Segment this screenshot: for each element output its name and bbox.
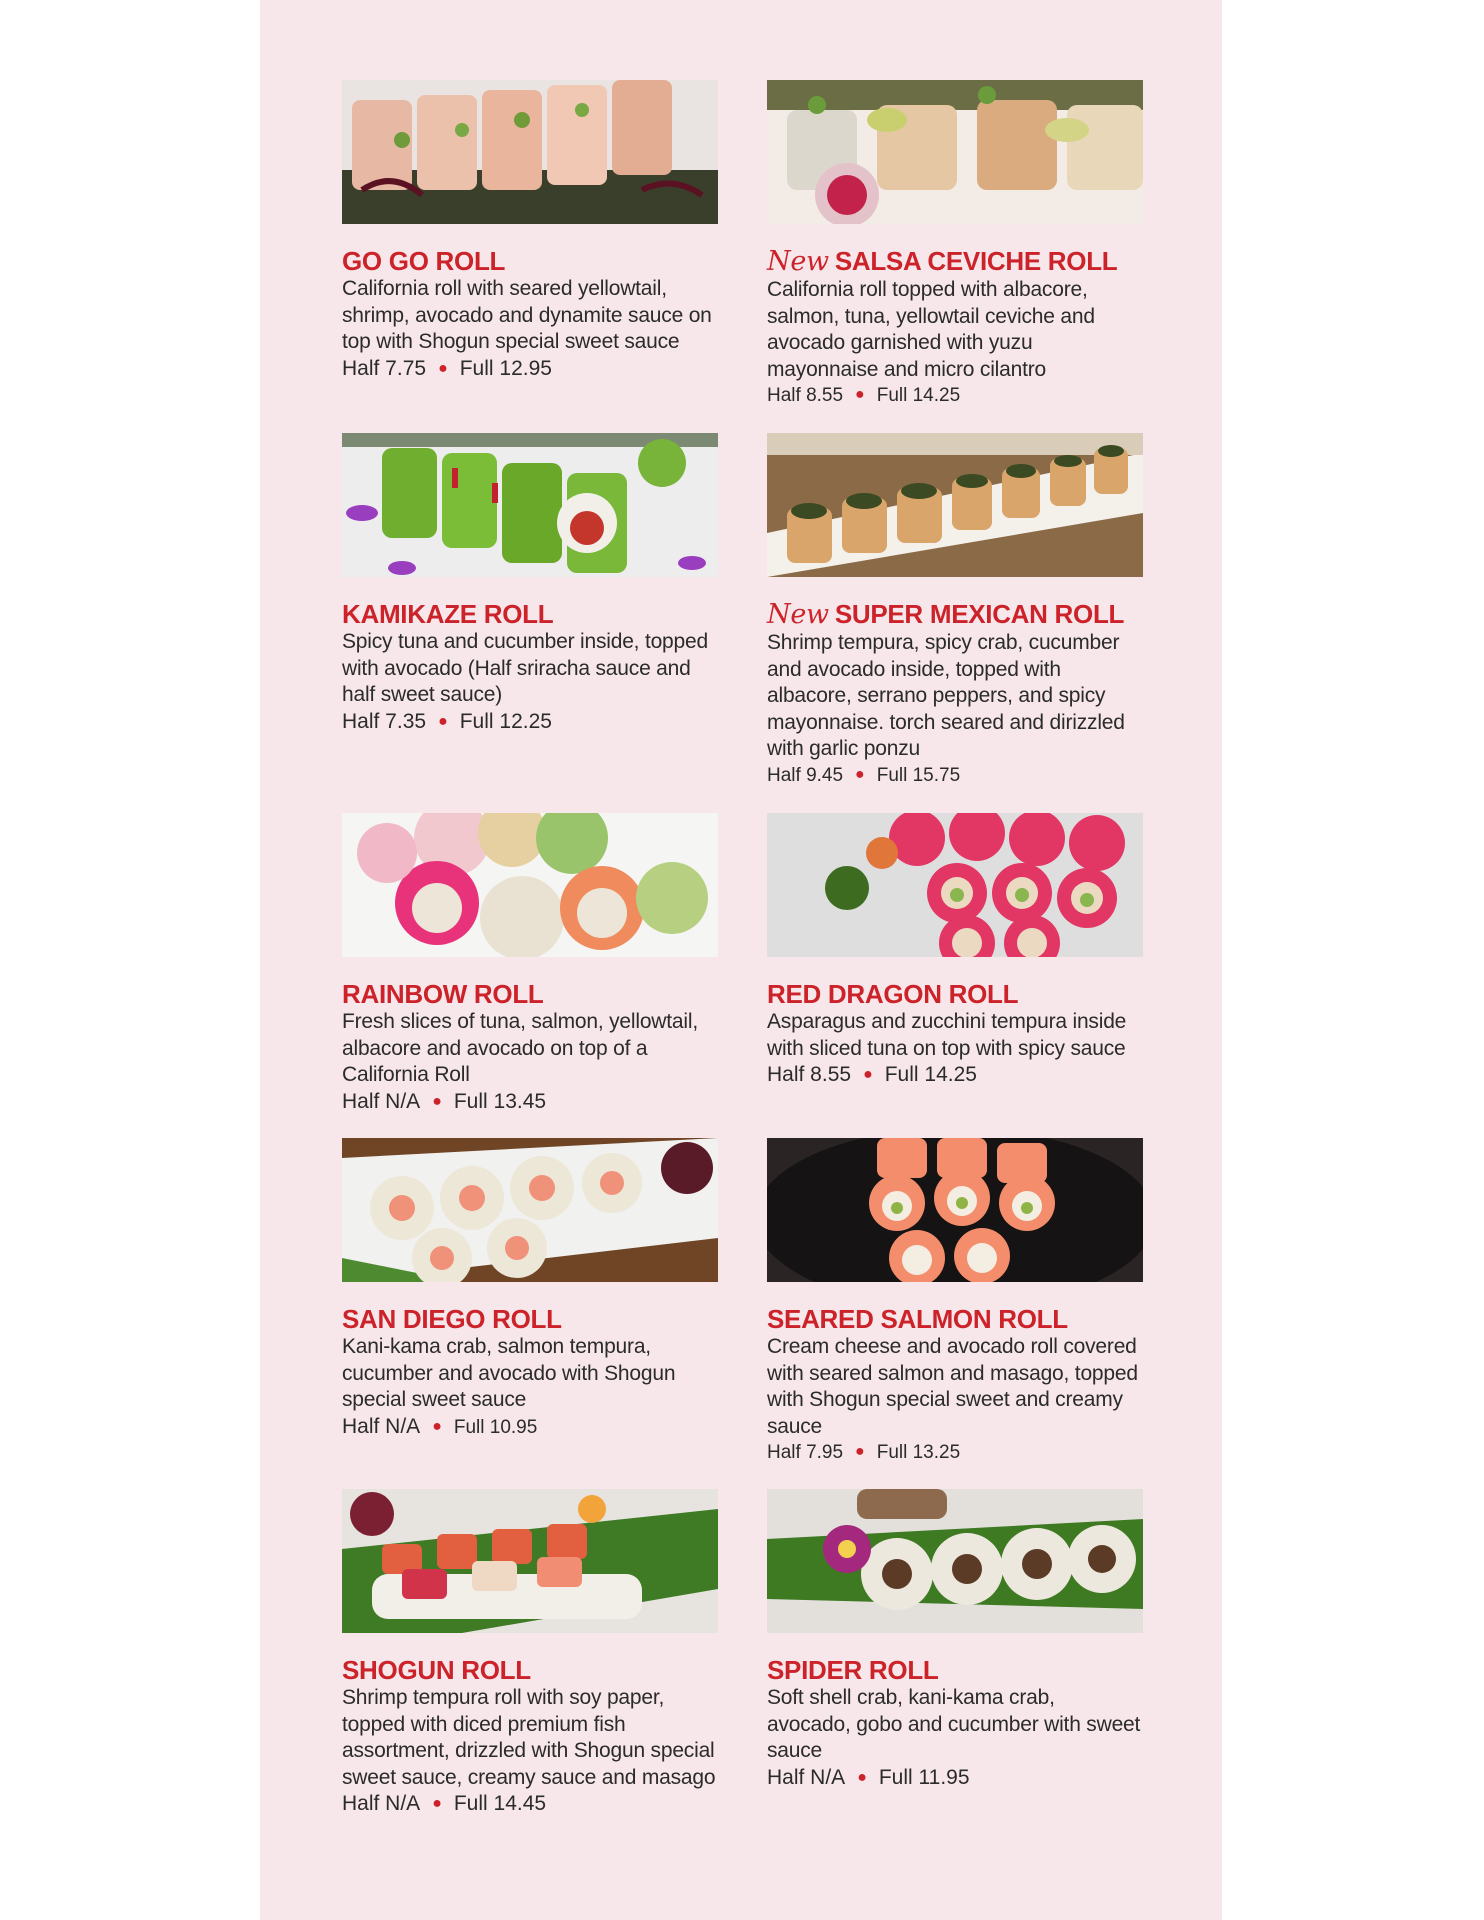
half-price: Half N/A [342,1414,421,1438]
half-price: Half 8.55 [767,1063,852,1086]
menu-item-super-mexican-roll [767,433,1143,790]
separator-dot-icon: ● [432,1795,442,1812]
item-title: KAMIKAZE ROLL [342,599,554,629]
item-title: SAN DIEGO ROLL [342,1304,562,1334]
item-title: SEARED SALMON ROLL [767,1304,1068,1334]
separator-dot-icon: ● [438,712,448,730]
item-price [767,763,1143,790]
half-price: Half 8.55 [767,385,844,406]
separator-dot-icon: ● [863,1066,873,1083]
half-price: Half N/A [342,1792,421,1815]
half-price: Half 7.75 [342,356,427,380]
item-description: Soft shell crab, kani-kama crab, avocado, gobo and cucumber with sweet sauce [767,1686,1141,1762]
separator-dot-icon: ● [855,1443,865,1460]
full-price: Full 12.95 [459,356,552,380]
menu-item-seared-salmon-roll [767,1138,1143,1467]
item-price [767,1062,1143,1090]
item-price [342,1414,718,1442]
separator-dot-icon: ● [855,765,865,783]
menu-item-kamikaze-roll [342,433,718,737]
item-description: California roll with seared yellowtail, shrimp, avocado and dynamite sauce on top with Shogun special sweet sauce [342,277,712,353]
menu-item-san-diego-roll [342,1138,718,1442]
item-price [342,1089,718,1117]
item-title: RAINBOW ROLL [342,979,544,1009]
half-price: Half 9.45 [767,764,844,786]
shogun-roll-photo [342,1489,718,1633]
item-price [767,1765,1143,1793]
san-diego-roll-photo [342,1138,718,1282]
item-description: Shrimp tempura roll with soy paper, topped with diced premium fish assortment, drizzled with Shogun special sweet sauce, creamy sauce and masago [342,1686,716,1789]
go-go-roll-photo [342,80,718,224]
spider-roll-photo [767,1489,1143,1633]
menu-item-rainbow-roll [342,813,718,1117]
item-price [767,383,1143,410]
separator-dot-icon: ● [438,359,448,377]
separator-dot-icon: ● [855,386,865,403]
full-price: Full 13.45 [453,1089,547,1113]
rainbow-roll-photo [342,813,718,957]
item-title: RED DRAGON ROLL [767,979,1019,1009]
item-description: Asparagus and zucchini tempura inside with sliced tuna on top with spicy sauce [767,1010,1127,1060]
half-price: Half N/A [342,1089,421,1113]
kamikaze-roll-photo [342,433,718,577]
full-price: Full 10.95 [453,1416,538,1438]
half-price: Half 7.35 [342,709,427,733]
super-mexican-roll-photo [767,433,1143,577]
item-price [767,1440,1143,1467]
half-price: Half 7.95 [767,1442,844,1463]
full-price: Full 14.25 [884,1063,977,1086]
new-badge: New [767,246,829,277]
item-title: SHOGUN ROLL [342,1655,531,1685]
item-description: Fresh slices of tuna, salmon, yellowtail, albacore and avocado on top of a California Roll [342,1010,698,1086]
red-dragon-roll-photo [767,813,1143,957]
menu-item-red-dragon-roll [767,813,1143,1090]
menu-item-shogun-roll [342,1489,718,1819]
item-title: New SALSA CEVICHE ROLL [767,246,1118,277]
item-description: Cream cheese and avocado roll covered with seared salmon and masago, topped with Shogun special sweet and creamy sauce [767,1335,1138,1438]
full-price: Full 11.95 [878,1765,970,1789]
new-badge: New [767,599,829,630]
salsa-ceviche-roll-photo [767,80,1143,224]
item-price [342,356,718,384]
item-description: Shrimp tempura, spicy crab, cucumber and avocado inside, topped with albacore, serrano peppers, and spicy mayonnaise. torch seared and dirizzled with garlic ponzu [767,631,1125,760]
full-price: Full 12.25 [459,709,552,733]
menu-item-salsa-ceviche-roll [767,80,1143,410]
separator-dot-icon: ● [432,1417,442,1435]
seared-salmon-roll-photo [767,1138,1143,1282]
full-price: Full 14.25 [876,385,961,406]
menu-item-go-go-roll [342,80,718,384]
item-description: California roll topped with albacore, salmon, tuna, yellowtail ceviche and avocado garnished with yuzu mayonnaise and micro cilantro [767,278,1095,381]
menu-item-spider-roll [767,1489,1143,1793]
half-price: Half N/A [767,1765,846,1789]
item-price [342,1791,718,1819]
item-title: SPIDER ROLL [767,1655,939,1685]
item-description: Spicy tuna and cucumber inside, topped with avocado (Half sriracha sauce and half sweet sauce) [342,630,708,706]
full-price: Full 13.25 [876,1442,961,1463]
separator-dot-icon: ● [857,1768,867,1786]
full-price: Full 14.45 [453,1792,547,1815]
item-title: GO GO ROLL [342,246,506,276]
item-title: New SUPER MEXICAN ROLL [767,599,1125,630]
full-price: Full 15.75 [876,764,961,786]
item-description: Kani-kama crab, salmon tempura, cucumber and avocado with Shogun special sweet sauce [342,1335,676,1411]
separator-dot-icon: ● [432,1092,442,1110]
item-price [342,709,718,737]
